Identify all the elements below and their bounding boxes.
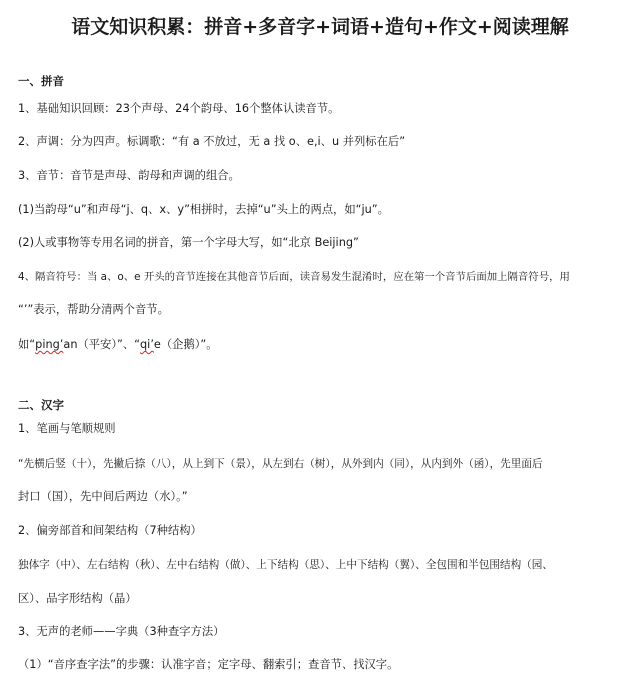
spell-flagged-word: ping’ <box>35 338 64 351</box>
paragraph-example <box>18 336 630 354</box>
text-run: e（企鹅）”。 <box>153 338 218 351</box>
paragraph: （1）“音序查字法”的步骤：认准字音；定字母、翻索引；查音节、找汉字。 <box>18 658 399 671</box>
paragraph: 4、隔音符号：当 a、o、e 开头的音节连接在其他音节后面，读音易发生混淆时，应在第一个音节后面加上隔音符号，用 <box>18 271 570 283</box>
section-heading-hanzi: 二、汉字 <box>18 398 64 412</box>
paragraph: 独体字（中）、左右结构（秋）、左中右结构（做）、上下结构（思）、上中下结构（翼）、全包围和半包围结构（园、 <box>18 559 553 571</box>
paragraph: 3、音节：音节是声母、韵母和声调的组合。 <box>18 169 240 182</box>
section-heading-pinyin: 一、拼音 <box>18 74 64 88</box>
paragraph: 2、偏旁部首和间架结构（7种结构） <box>18 524 202 537</box>
paragraph: 区）、品字形结构（晶） <box>18 592 137 605</box>
paragraph: “’”表示，帮助分清两个音节。 <box>18 303 169 316</box>
spell-flagged-word: qi’ <box>140 338 154 351</box>
paragraph: 封口（国），先中间后两边（水）。” <box>18 490 188 503</box>
text-run: an（平安）”、“ <box>63 338 141 351</box>
paragraph: (1)当韵母“u”和声母“j、q、x、y”相拼时，去掉“u”头上的两点，如“ju”。 <box>18 203 389 216</box>
paragraph: “先横后竖（十），先撇后捺（八），从上到下（景），从左到右（树），从外到内（同），从内到外（函），先里面后 <box>18 458 543 470</box>
paragraph: 3、无声的老师——字典（3种查字方法） <box>18 625 225 638</box>
paragraph: 2、声调：分为四声。标调歌：“有 a 不放过，无 a 找 o、e,i、u 并列标在后” <box>18 135 406 148</box>
paragraph: 1、基础知识回顾：23个声母、24个韵母、16个整体认读音节。 <box>18 102 340 115</box>
document-title: 语文知识积累：拼音+多音字+词语+造句+作文+阅读理解 <box>71 16 569 38</box>
paragraph: 1、笔画与笔顺规则 <box>18 422 116 435</box>
text-run: 如“ <box>18 338 36 351</box>
paragraph: (2)人或事物等专用名词的拼音，第一个字母大写，如“北京 Beijing” <box>18 236 359 249</box>
